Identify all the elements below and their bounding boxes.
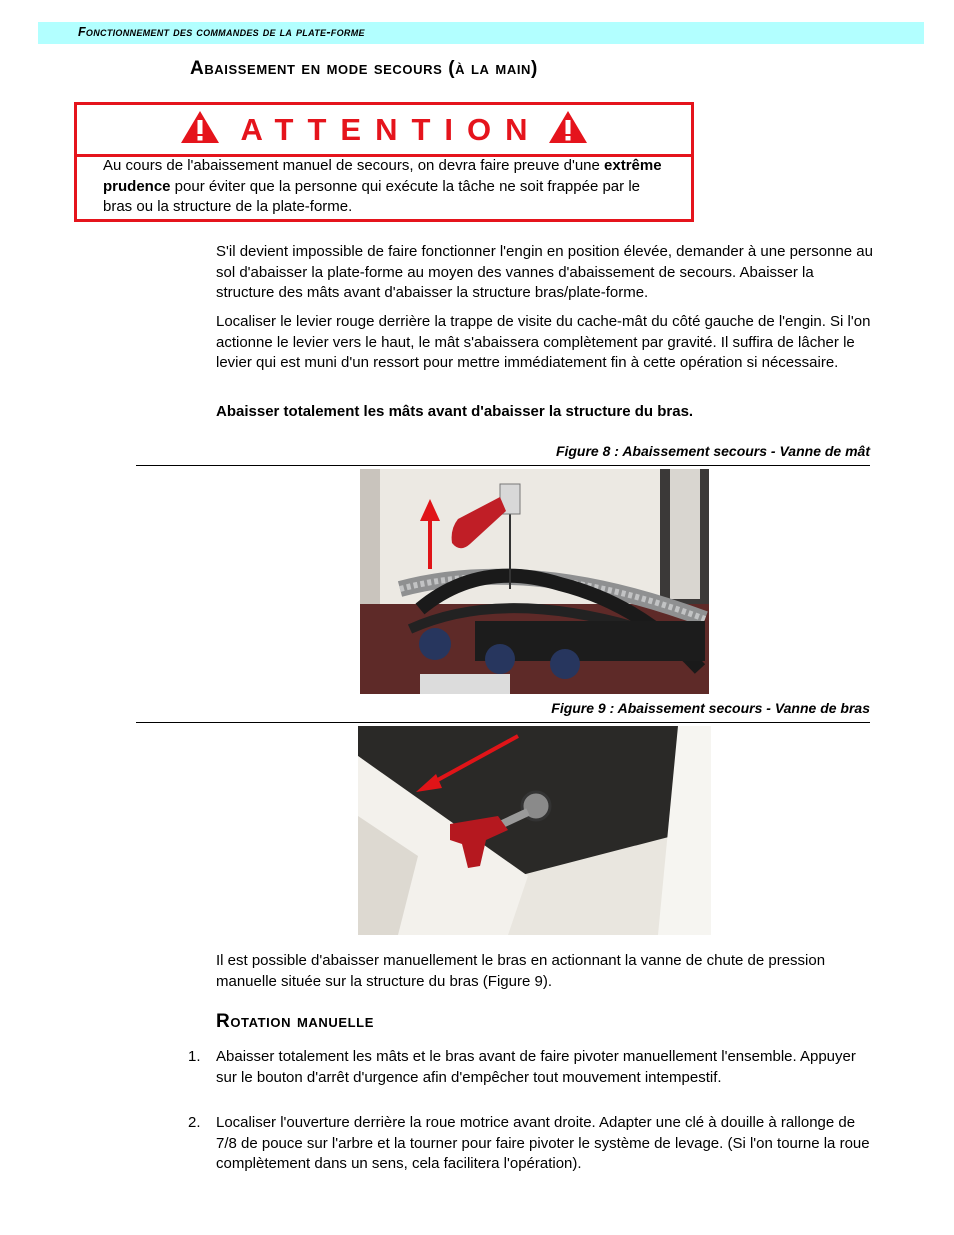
page-header-title: Fonctionnement des commandes de la plate-forme bbox=[78, 25, 365, 39]
warning-triangle-icon bbox=[180, 110, 220, 149]
page-header-band bbox=[38, 22, 924, 44]
warning-body bbox=[103, 156, 673, 218]
figure-9-rule bbox=[136, 722, 870, 723]
figure-9-caption: Figure 9 : Abaissement secours - Vanne de bras bbox=[551, 700, 870, 716]
warning-text-end: pour éviter que la personne qui exécute la tâche ne soit frappée par le bras ou la structure de la plate-forme. bbox=[103, 177, 640, 215]
figure-8-caption: Figure 8 : Abaissement secours - Vanne de mât bbox=[555, 443, 870, 459]
paragraph-locate-lever: Localiser le levier rouge derrière la trappe de visite du cache-mât du côté gauche de l'engin. Si l'on actionne le levier vers le haut, le mât s'abaissera complètement par gravité. Il suffira de lâcher le levier qui est muni d'un ressort pour mettre immédiatement fin à cette opération si nécessaire. bbox=[216, 313, 871, 371]
warning-box bbox=[74, 102, 694, 222]
warning-triangle-icon bbox=[548, 110, 588, 149]
warning-emphasis: extrême prudence bbox=[103, 157, 662, 195]
warning-title: ATTENTION bbox=[240, 111, 542, 147]
list-item-number: 1. bbox=[188, 1048, 201, 1065]
figure-9-photo bbox=[358, 726, 711, 935]
list-item-text: Abaisser totalement les mâts et le bras avant de faire pivoter manuellement l'ensemble. Appuyer sur le bouton d'arrêt d'urgence afin d'empêcher tout mouvement intempestif. bbox=[216, 1048, 856, 1086]
paragraph-manual-boom-lowering: Il est possible d'abaisser manuellement le bras en actionnant la vanne de chute de pression manuelle située sur la structure du bras (Figure 9). bbox=[216, 952, 826, 990]
warning-header bbox=[77, 105, 691, 157]
figure-8-rule bbox=[136, 465, 870, 466]
paragraph-emergency-intro: S'il devient impossible de faire fonctionner l'engin en position élevée, demander à une personne au sol d'abaisser la plate-forme au moyen des vannes d'abaissement de secours. Abaisser la structure des mâts avant d'abaisser la structure bras/plate-forme. bbox=[216, 243, 873, 301]
figure-8-photo bbox=[360, 469, 709, 694]
warning-text: Au cours de l'abaissement manuel de secours, on devra faire preuve d'une bbox=[103, 157, 605, 174]
section-title-emergency-lowering: Abaissement en mode secours (à la main) bbox=[190, 58, 538, 79]
list-item-text: Localiser l'ouverture derrière la roue motrice avant droite. Adapter une clé à douille à rallonge de 7/8 de pouce sur l'arbre et la tourner pour faire pivoter le système de levage. (Si l'on tourne la roue complètement dans un sens, cela facilitera l'opération). bbox=[216, 1114, 870, 1172]
list-item-number: 2. bbox=[188, 1114, 201, 1131]
paragraph-lower-masts-note: Abaisser totalement les mâts avant d'abaisser la structure du bras. bbox=[216, 403, 694, 420]
section-title-manual-rotation: Rotation manuelle bbox=[216, 1011, 374, 1032]
